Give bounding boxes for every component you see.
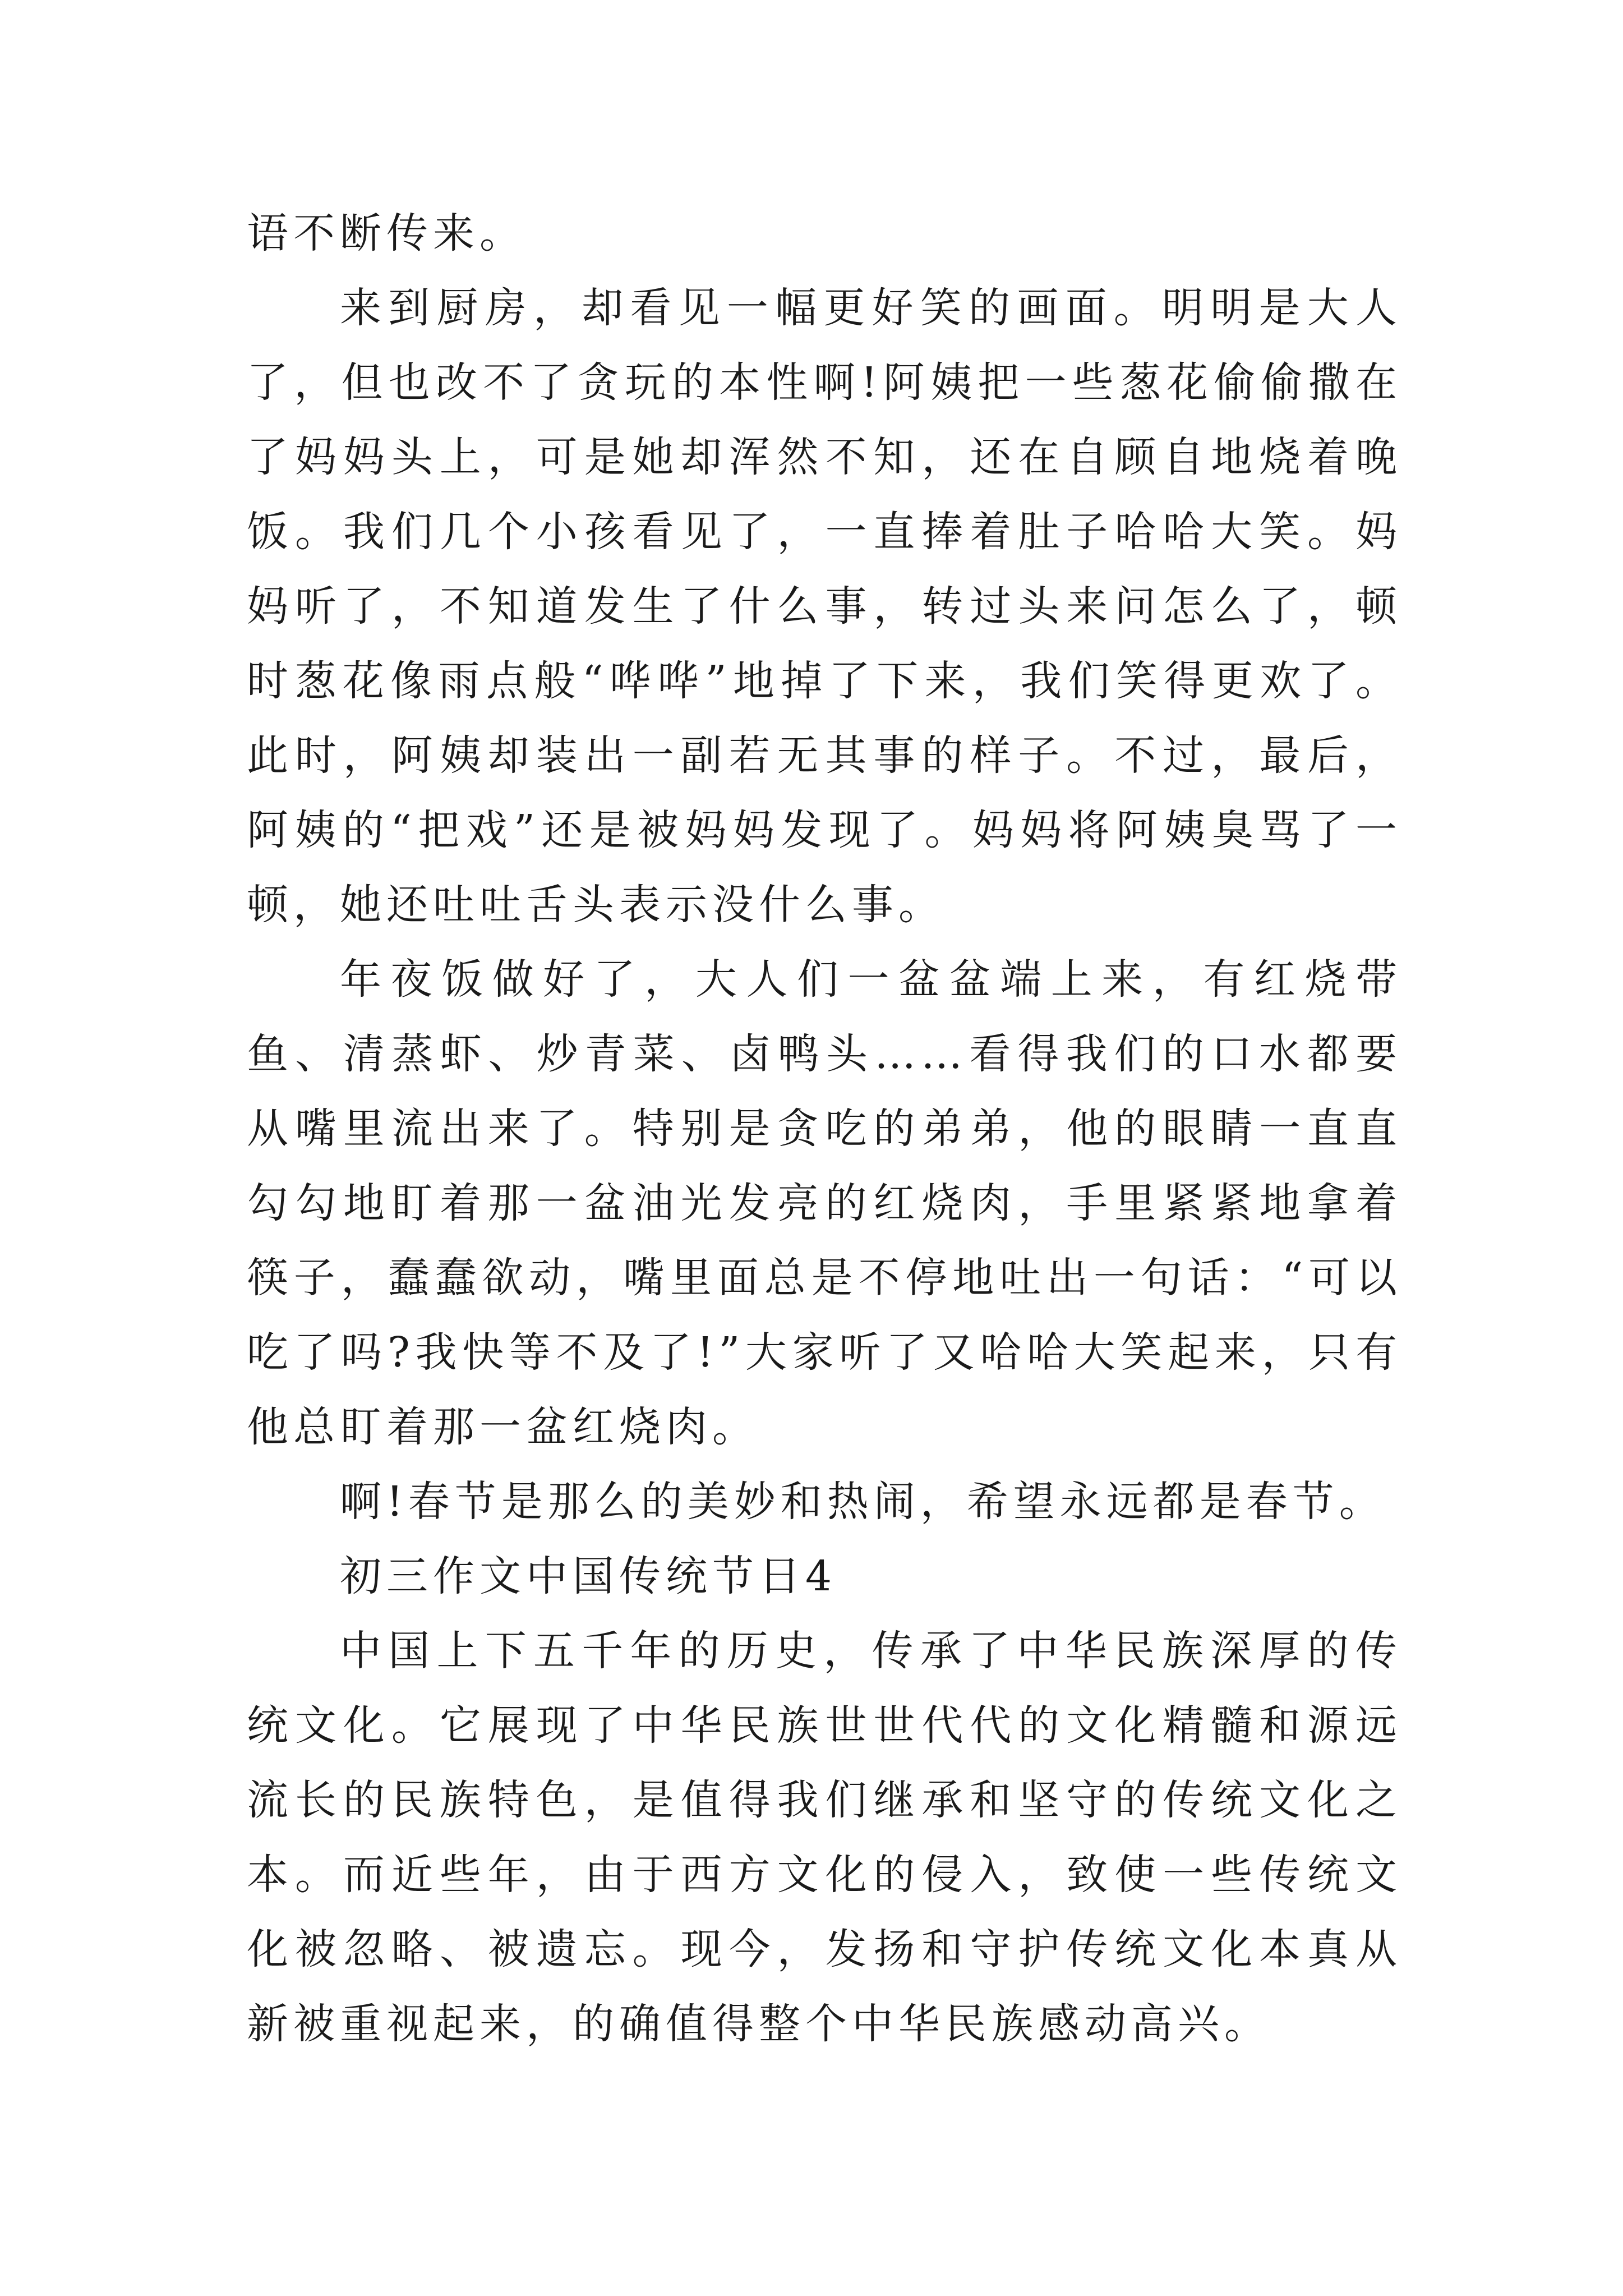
paragraph-traditional-culture: 中国上下五千年的历史，传承了中华民族深厚的传统文化。它展现了中华民族世世代代的文化精髓和源远流长的民族特色，是值得我们继承和坚守的传统文化之本。而近些年，由于西方文化的侵入，致使一些传统文化被忽略、被遗忘。现今，发扬和守护传统文化本真从新被重视起来，的确值得整个中华民族感动高兴。 [247,1627,1402,2048]
essay-heading: 初三作文中国传统节日4 [340,1552,837,1600]
paragraph-continuation: 语不断传来。 [247,209,526,257]
paragraph-kitchen-scene: 来到厨房，却看见一幅更好笑的画面。明明是大人了，但也改不了贪玩的本性啊!阿姨把一些葱花偷偷撒在了妈妈头上，可是她却浑然不知，还在自顾自地烧着晚饭。我们几个小孩看见了，一直捧着肚子哈哈大笑。妈妈听了，不知道发生了什么事，转过头来问怎么了，顿时葱花像雨点般“哗哗”地掉了下来，我们笑得更欢了。此时，阿姨却装出一副若无其事的样子。不过，最后，阿姨的“把戏”还是被妈妈发现了。妈妈将阿姨臭骂了一顿，她还吐吐舌头表示没什么事。 [247,284,1402,929]
paragraph-new-year-dinner: 年夜饭做好了，大人们一盆盆端上来，有红烧带鱼、清蒸虾、炒青菜、卤鸭头……看得我们的口水都要从嘴里流出来了。特别是贪吃的弟弟，他的眼睛一直直勾勾地盯着那一盆油光发亮的红烧肉，手里紧紧地拿着筷子，蠢蠢欲动，嘴里面总是不停地吐出一句话：“可以吃了吗?我快等不及了!”大家听了又哈哈大笑起来，只有他总盯着那一盆红烧肉。 [247,955,1402,1451]
paragraph-spring-festival-closing: 啊!春节是那么的美妙和热闹，希望永远都是春节。 [340,1478,1386,1526]
document-body [247,196,1402,2062]
